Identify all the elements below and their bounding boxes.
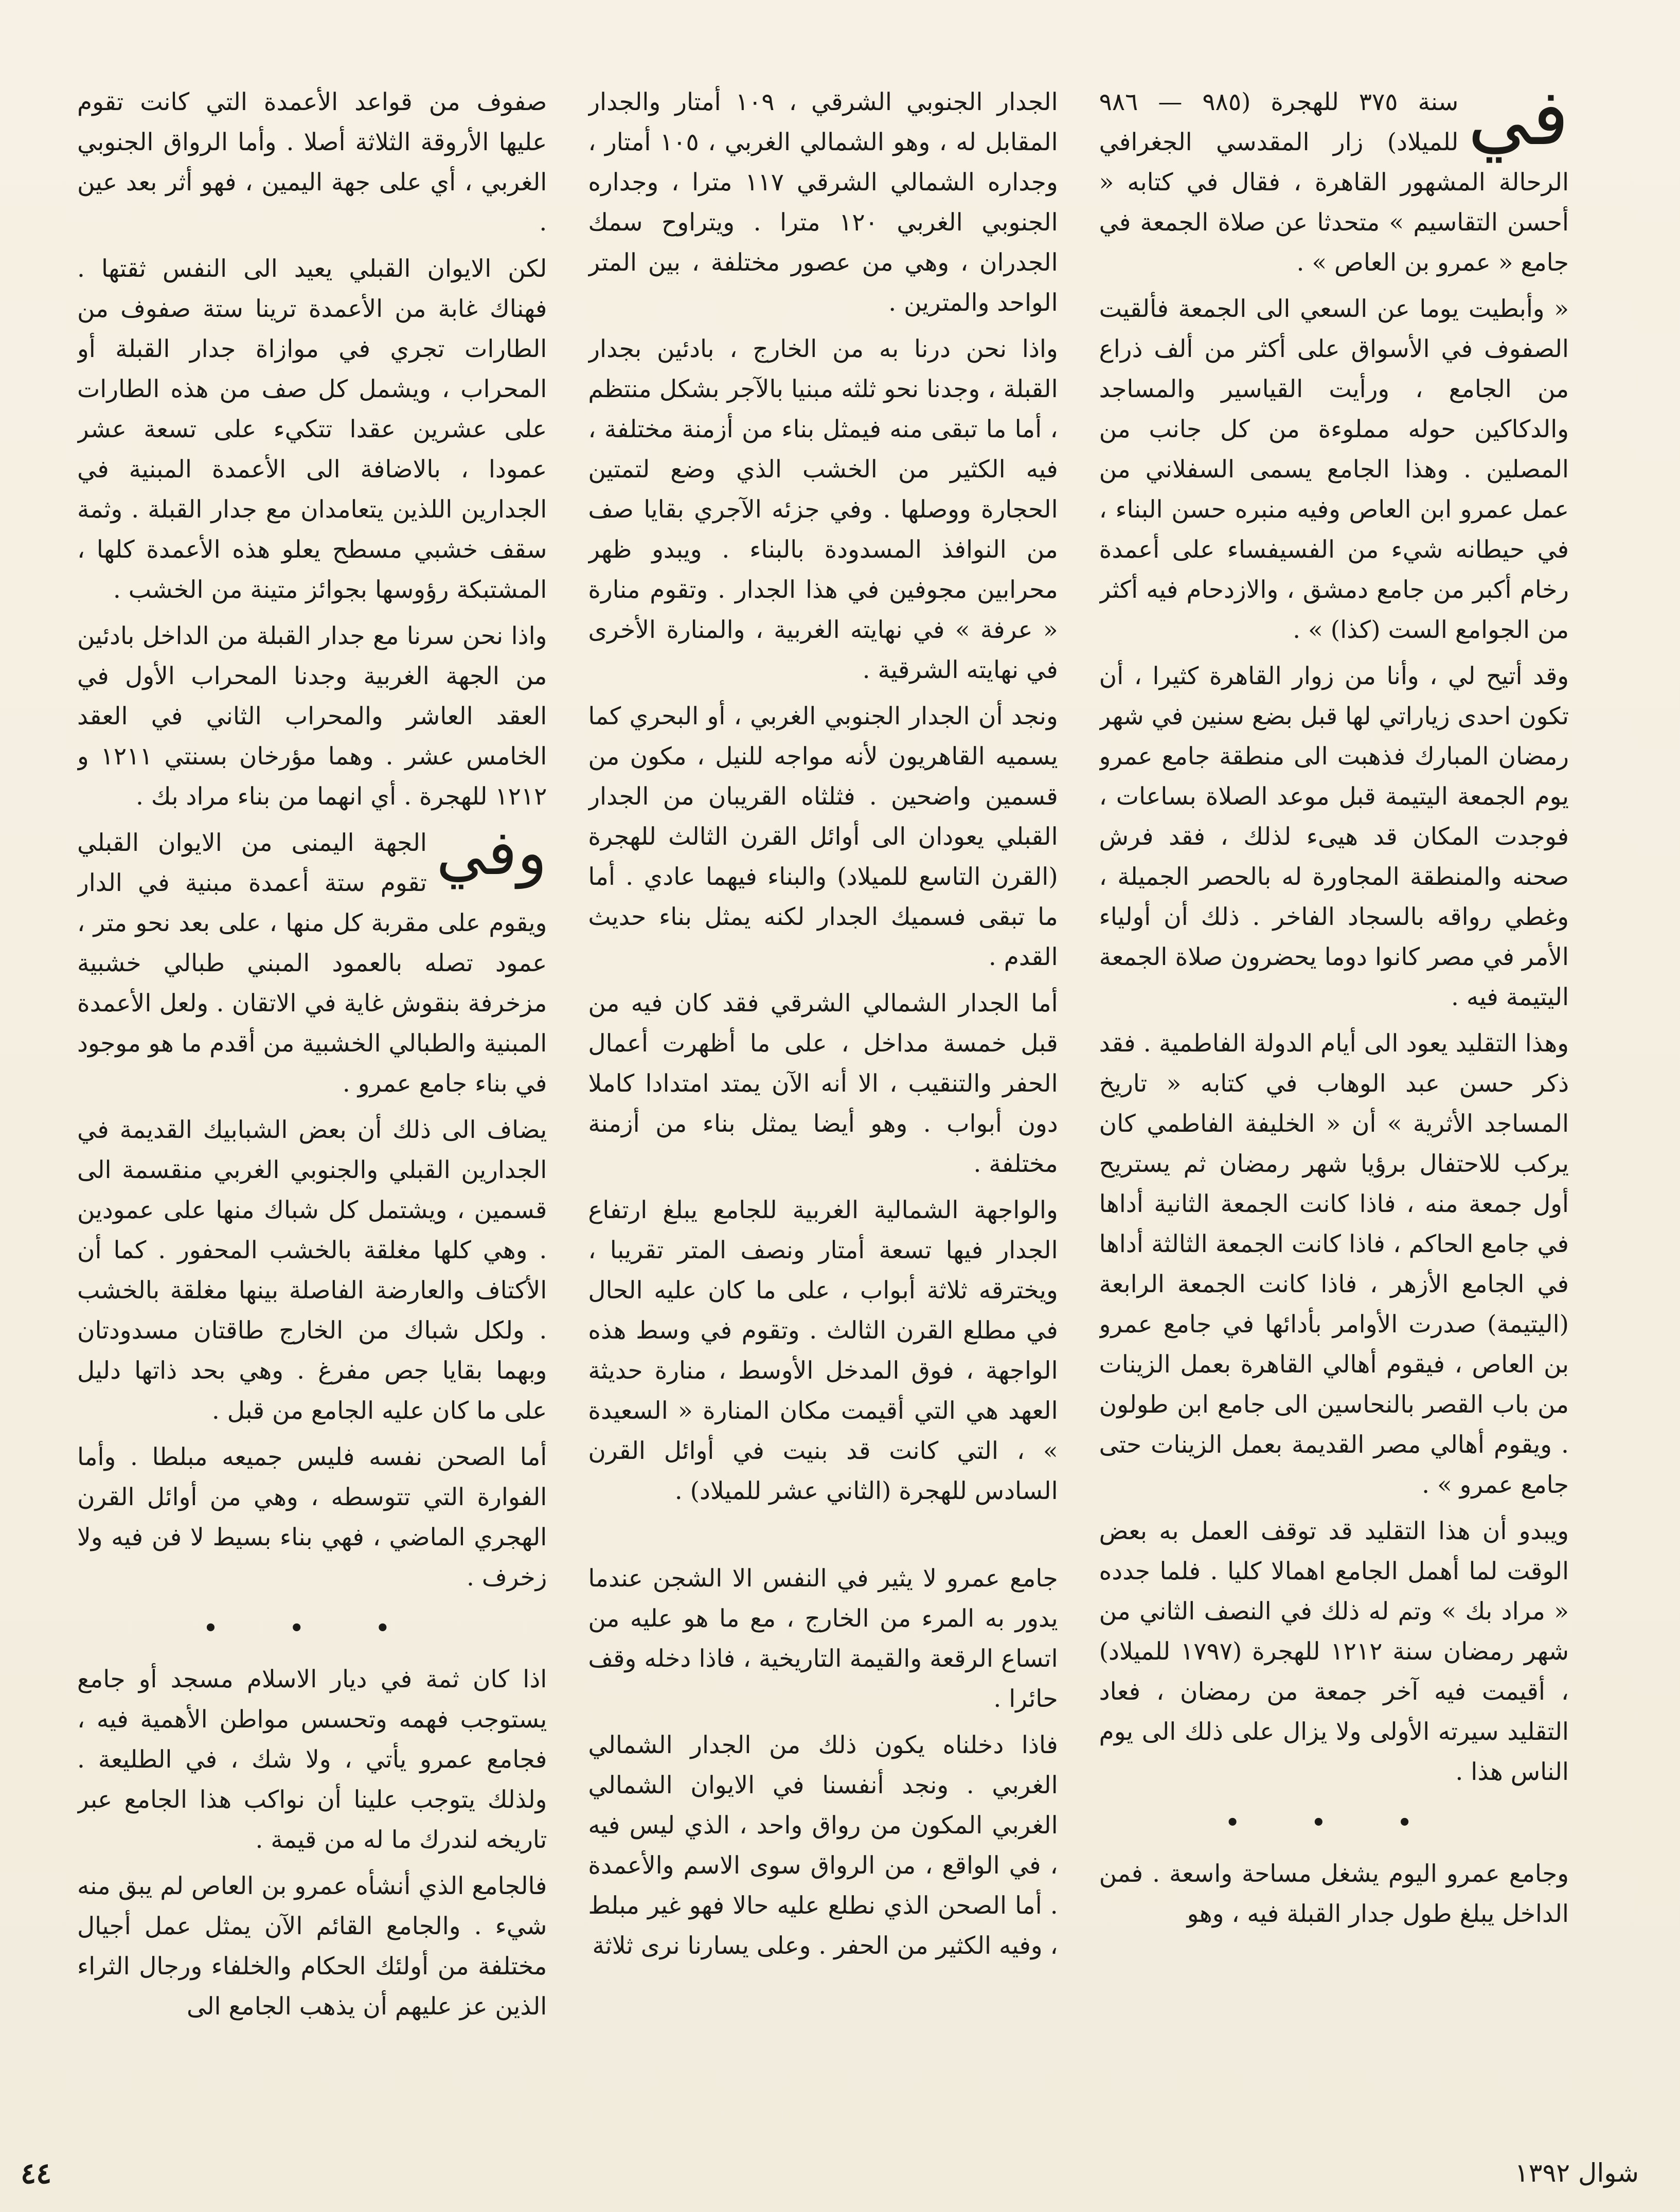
col3-paragraph: يضاف الى ذلك أن بعض الشبابيك القديمة في الجدارين القبلي والجنوبي الغربي منقسمة الى قسمين ، ويشتمل كل شباك منها على عمودين . وهي كلها مغلقة بالخشب المحفور . كما أن الأكتاف والعارضة الفاصلة بينها مغلقة بالخشب . ولكل شباك من الخارج طاقتان مسدودتان وبهما بقايا جص مفرغ . وهي بحد ذاتها دليل على ما كان عليه الجامع من قبل . (77, 1116, 547, 1425)
column-right (1099, 82, 1569, 2135)
col3-paragraph: الجهة اليمنى من الايوان القبلي تقوم ستة أعمدة مبنية في الدار ويقوم على مقربة كل منها ، على بعد نحو متر ، عمود تصله بالعمود المبني طبالي خشبية مزخرفة بنقوش غاية في الاتقان . ولعل الأعمدة المبنية والطبالي الخشبية من أقدم ما هو موجود في بناء جامع عمرو . (77, 829, 547, 1098)
col1-paragraph: وقد أتيح لي ، وأنا من زوار القاهرة كثيرا ، أن تكون احدى زياراتي لها قبل بضع سنين في شهر رمضان المبارك فذهبت الى منطقة جامع عمرو يوم الجمعة اليتيمة قبل موعد الصلاة بساعات ، فوجدت المكان قد هيىء لذلك ، فقد فرش صحنه والمنطقة المجاورة له بالحصر الجميلة ، وغطي رواقه بالسجاد الفاخر . ذلك أن أولياء الأمر في مصر كانوا دوما يحضرون صلاة الجمعة اليتيمة فيه . (1099, 662, 1569, 1011)
col2-paragraph: ونجد أن الجدار الجنوبي الغربي ، أو البحري كما يسميه القاهريون لأنه مواجه للنيل ، مكون من قسمين واضحين . فثلثاه القريبان من الجدار القبلي يعودان الى أوائل القرن الثالث للهجرة (القرن التاسع للميلاد) والبناء فيهما عادي . أما ما تبقى فسميك الجدار لكنه يمثل بناء حديث القدم . (588, 702, 1058, 971)
col2-paragraph: الجدار الجنوبي الشرقي ، ١٠٩ أمتار والجدار المقابل له ، وهو الشمالي الغربي ، ١٠٥ أمتار ، وجداره الشمالي الشرقي ١١٧ مترا ، وجداره الجنوبي الغربي ١٢٠ مترا . ويتراوح سمك الجدران ، وهي من عصور مختلفة ، بين المتر الواحد والمترين . (588, 88, 1058, 317)
column-left (77, 82, 547, 2135)
page-number: ٤٤ (21, 2156, 52, 2190)
col1-paragraph: ويبدو أن هذا التقليد قد توقف العمل به بعض الوقت لما أهمل الجامع اهمالا كليا . فلما جدده « مراد بك » وتم له ذلك في النصف الثاني من شهر رمضان سنة ١٢١٢ للهجرة (١٧٩٧ للميلاد) ، أقيمت فيه آخر جمعة من رمضان ، فعاد التقليد سيرته الأولى ولا يزال على ذلك الى يوم الناس هذا . (1099, 1517, 1569, 1786)
section-gap (588, 1518, 1058, 1559)
col2-paragraph: جامع عمرو لا يثير في النفس الا الشجن عندما يدور به المرء من الخارج ، مع ما هو عليه من اتساع الرقعة والقيمة التاريخية ، فاذا دخله وقف حائرا . (588, 1564, 1058, 1713)
col1-paragraph: وهذا التقليد يعود الى أيام الدولة الفاطمية . فقد ذكر حسن عبد الوهاب في كتابه « تاريخ المساجد الأثرية » أن « الخليفة الفاطمي كان يركب للاحتفال برؤيا شهر رمضان ثم يستريح أول جمعة منه ، فاذا كانت الجمعة الثانية أداها في جامع الحاكم ، فاذا كانت الجمعة الثالثة أداها في الجامع الأزهر ، فاذا كانت الجمعة الرابعة (اليتيمة) صدرت الأوامر بأدائها في جامع عمرو بن العاص ، فيقوم أهالي القاهرة بعمل الزينات من باب القصر بالنحاسين الى جامع ابن طولون . ويقوم أهالي مصر القديمة بعمل الزينات حتى جامع عمرو » . (1099, 1029, 1569, 1499)
col2-paragraph: فاذا دخلناه يكون ذلك من الجدار الشمالي الغربي . ونجد أنفسنا في الايوان الشمالي الغربي المكون من رواق واحد ، الذي ليس فيه ، في الواقع ، من الرواق سوى الاسم والأعمدة . أما الصحن الذي نطلع عليه حالا فهو غير مبلط ، وفيه الكثير من الحفر . وعلى يسارنا نرى ثلاثة (588, 1731, 1058, 1960)
col2-paragraph: واذا نحن درنا به من الخارج ، بادئين بجدار القبلة ، وجدنا نحو ثلثه مبنيا بالآجر بشكل منتظم ، أما ما تبقى منه فيمثل بناء من أزمنة مختلفة ، فيه الكثير من الخشب الذي وضع لتمتين الحجارة ووصلها . وفي جزئه الآجري بقايا صف من النوافذ المسدودة بالبناء . ويبدو ظهر محرابين مجوفين في هذا الجدار . وتقوم منارة « عرفة » في نهايته الغربية ، والمنارة الأخرى في نهايته الشرقية . (588, 335, 1058, 684)
col2-paragraph: والواجهة الشمالية الغربية للجامع يبلغ ارتفاع الجدار فيها تسعة أمتار ونصف المتر تقريبا ، ويخترقه ثلاثة أبواب ، على ما كان عليه الحال في مطلع القرن الثالث . وتقوم في وسط هذه الواجهة ، فوق المدخل الأوسط ، منارة حديثة العهد هي التي أقيمت مكان المنارة « السعيدة » ، التي كانت قد بنيت في أوائل القرن السادس للهجرة (الثاني عشر للميلاد) . (588, 1196, 1058, 1505)
col1-paragraph: سنة ٣٧٥ للهجرة (٩٨٥ — ٩٨٦ للميلاد) زار المقدسي الجغرافي الرحالة المشهور القاهرة ، فقال في كتابه « أحسن التقاسيم » متحدثا عن صلاة الجمعة في جامع « عمرو بن العاص » . (1099, 88, 1569, 277)
col3-paragraph: لكن الايوان القبلي يعيد الى النفس ثقتها . فهناك غابة من الأعمدة ترينا ستة صفوف من الطارات تجري في موازاة جدار القبلة أو المحراب ، ويشمل كل صف من هذه الطارات على عشرين عقدا تتكيء على تسعة عشر عمودا ، بالاضافة الى الأعمدة المبنية في الجدارين اللذين يتعامدان مع جدار القبلة . وثمة سقف خشبي مسطح يعلو هذه الأعمدة كلها ، المشتبكة رؤوسها بجوائز متينة من الخشب . (77, 255, 547, 604)
col1-paragraph: وجامع عمرو اليوم يشغل مساحة واسعة . فمن الداخل يبلغ طول جدار القبلة فيه ، وهو (1099, 1860, 1569, 1928)
col3-paragraph: واذا نحن سرنا مع جدار القبلة من الداخل بادئين من الجهة الغربية وجدنا المحراب الأول في العقد العاشر والمحراب الثاني في العقد الخامس عشر . وهما مؤرخان بسنتي ١٢١١ و ١٢١٢ للهجرة . أي انهما من بناء مراد بك . (77, 622, 547, 811)
col3-paragraph: فالجامع الذي أنشأه عمرو بن العاص لم يبق منه شيء . والجامع القائم الآن يمثل عمل أجيال مختلفة من أولئك الحكام والخلفاء ورجال الثراء الذين عز عليهم أن يذهب الجامع الى (77, 1872, 547, 2021)
column-middle (588, 82, 1058, 2135)
dropcap-wafi: وفي (436, 817, 547, 889)
issue-date: شوال ١٣٩٢ (1514, 2158, 1639, 2188)
section-separator: • • • (1224, 1808, 1443, 1839)
col3-paragraph: صفوف من قواعد الأعمدة التي كانت تقوم عليها الأروقة الثلاثة أصلا . وأما الرواق الجنوبي الغربي ، أي على جهة اليمين ، فهو أثر بعد عين . (77, 88, 547, 237)
col3-paragraph: اذا كان ثمة في ديار الاسلام مسجد أو جامع يستوجب فهمه وتحسس مواطن الأهمية فيه ، فجامع عمرو يأتي ، ولا شك ، في الطليعة . ولذلك يتوجب علينا أن نواكب هذا الجامع عبر تاريخه لندرك ما له من قيمة . (77, 1665, 547, 1854)
section-separator: • • • (203, 1613, 422, 1644)
article-columns (77, 82, 1569, 2135)
col2-paragraph: أما الجدار الشمالي الشرقي فقد كان فيه من قبل خمسة مداخل ، على ما أظهرت أعمال الحفر والتنقيب ، الا أنه الآن يمتد امتدادا كاملا دون أبواب . وهو أيضا يمثل بناء من أزمنة مختلفة . (588, 989, 1058, 1178)
dropcap-fi: في (1468, 82, 1569, 163)
col1-paragraph: « وأبطيت يوما عن السعي الى الجمعة فألقيت الصفوف في الأسواق على أكثر من ألف ذراع من الجامع ، ورأيت القياسير والمساجد والدكاكين حوله مملوءة من كل جانب من المصلين . وهذا الجامع يسمى السفلاني من عمل عمرو ابن العاص وفيه منبره حسن البناء ، في حيطانه شيء من الفسيفساء على أعمدة رخام أكبر من جامع دمشق ، والازدحام فيه أكثر من الجوامع الست (كذا) » . (1099, 295, 1569, 644)
col3-paragraph: أما الصحن نفسه فليس جميعه مبلطا . وأما الفوارة التي تتوسطه ، وهي من أوائل القرن الهجري الماضي ، فهي بناء بسيط لا فن فيه ولا زخرف . (77, 1443, 547, 1592)
